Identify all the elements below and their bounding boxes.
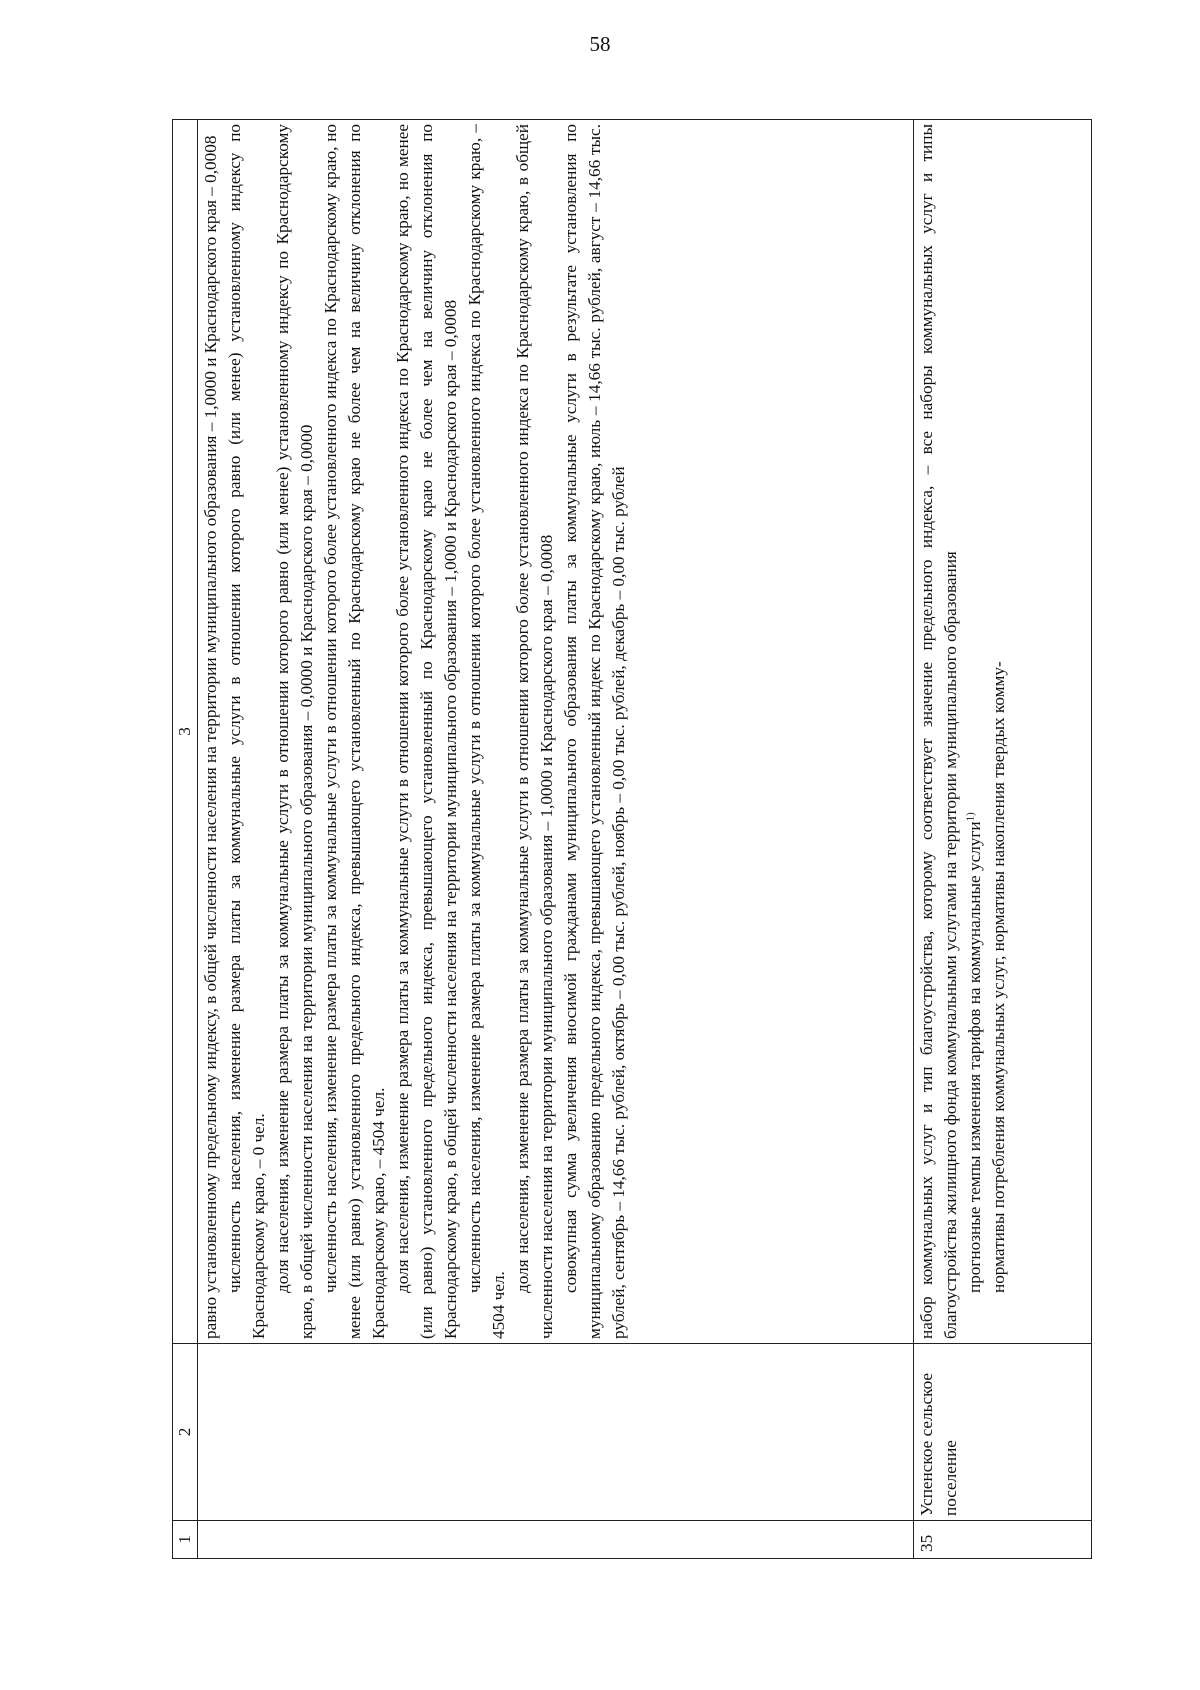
header-col-1: 1 — [173, 1521, 198, 1559]
table-row — [914, 120, 1092, 1559]
description-cell — [914, 120, 1092, 1344]
text-paragraph-content: прогнозные темпы изменения тарифов на коммунальные услуги — [965, 821, 984, 1293]
municipality-name-cell — [198, 1344, 914, 1521]
text-paragraph: численность населения, изменение размера платы за коммунальные услуги в отношении которого более установленного индекса по Краснодарскому краю, но менее (или равно) установленного предельного индекса, превышающего установленный по Краснодарскому краю не более чем на величину отклонения по Краснодарскому краю, – 4504 чел. — [321, 124, 388, 1339]
text-paragraph: доля населения, изменение размера платы за коммунальные услуги в отношении которого более установленного индекса по Краснодарскому краю, но менее (или равно) установленного предельного индекса, превышающего установленный по Краснодарскому краю не более чем на величину отклонения по Краснодарскому краю, в общей численности населения на территории муниципального образования – 1,0000 и Краснодарского края – 0,0008 — [393, 124, 460, 1339]
row-number-cell: 35 — [914, 1521, 1092, 1559]
document-table — [172, 119, 1092, 1559]
text-paragraph — [963, 124, 987, 1339]
header-col-2: 2 — [173, 1344, 198, 1521]
text-paragraph: численность населения, изменение размера платы за коммунальные услуги в отношении которого более установленного индекса по Краснодарскому краю, – 4504 чел. — [465, 124, 508, 1339]
municipality-name-cell: Успенское сельское поселение — [914, 1344, 1092, 1521]
table-header-row — [173, 120, 198, 1559]
row-number-cell — [198, 1521, 914, 1559]
text-paragraph: совокупная сумма увеличения вносимой гражданами муниципального образования платы за коммунальные услуги в результате установления по муниципальному образованию предельного индекса, превышающего установленный индекс по Краснодарскому краю, июль – 14,66 тыс. рублей, август – 14,66 тыс. рублей, сентябрь – 14,66 тыс. рублей, октябрь – 0,00 тыс. рублей, ноябрь – 0,00 тыс. рублей, декабрь – 0,00 тыс. рублей — [561, 124, 628, 1339]
text-paragraph: равно установленному предельному индексу, в общей численности населения на территории муниципального образования – 1,0000 и Краснодарского края – 0,0008 — [201, 135, 220, 1339]
text-paragraph: доля населения, изменение размера платы за коммунальные услуги в отношении которого равно (или менее) установленному индексу по Краснодарскому краю, в общей численности населения на территории муниципального образования – 0,0000 и Краснодарского края – 0,0000 — [273, 124, 316, 1339]
text-paragraph: численность населения, изменение размера платы за коммунальные услуги в отношении которого равно (или менее) установленному индексу по Краснодарскому краю, – 0 чел. — [225, 124, 268, 1339]
description-cell — [198, 120, 914, 1344]
header-col-3: 3 — [173, 120, 198, 1344]
text-paragraph: нормативы потребления коммунальных услуг, нормативы накопления твердых комму- — [989, 661, 1008, 1293]
page-number: 58 — [589, 32, 611, 56]
text-paragraph: доля населения, изменение размера платы за коммунальные услуги в отношении которого более установленного индекса по Краснодарскому краю, в общей численности населения на территории муниципального образования – 1,0000 и Краснодарского края – 0,0008 — [513, 124, 556, 1339]
document-table-rotated — [172, 120, 1092, 1559]
table-row — [198, 120, 914, 1559]
footnote-mark: 1) — [964, 812, 977, 822]
text-paragraph: набор коммунальных услуг и тип благоустройства, которому соответствует значение предельного индекса, – все наборы коммунальных услуг и типы благоустройства жилищного фонда коммунальными услугами на территории муниципального образования — [917, 124, 960, 1339]
